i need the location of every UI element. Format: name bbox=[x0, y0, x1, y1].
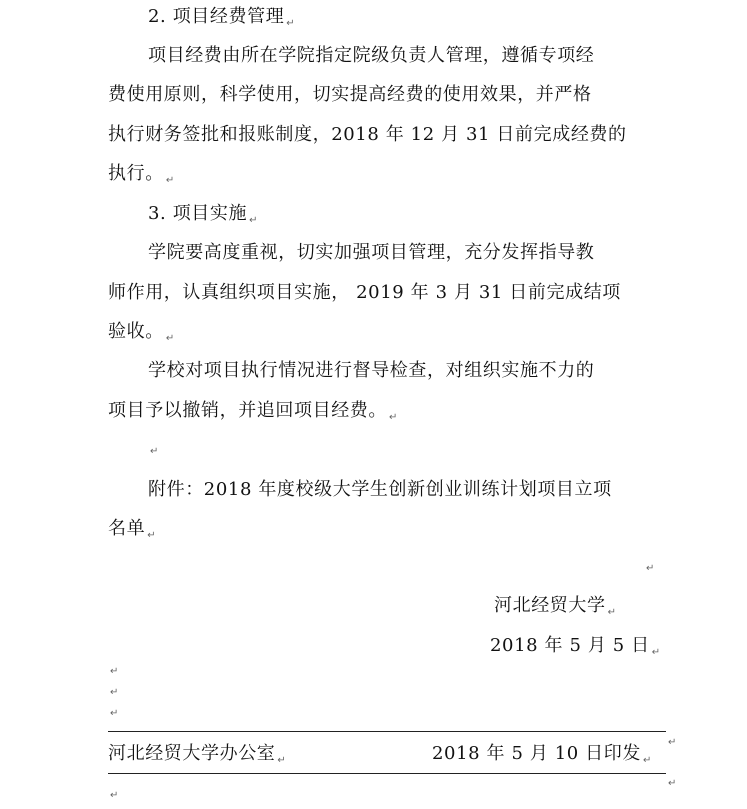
attachment-text: 名单 bbox=[108, 518, 146, 539]
heading-text: 2. 项目经费管理 bbox=[148, 6, 285, 27]
paragraph-mark: ↵ bbox=[651, 647, 661, 658]
paragraph-mark: ↵ bbox=[668, 778, 677, 789]
footer-office-text: 河北经贸大学办公室 bbox=[108, 743, 276, 764]
footer-bottom-rule bbox=[108, 773, 666, 774]
body-text: 学院要高度重视，切实加强项目管理，充分发挥指导教 bbox=[148, 242, 595, 263]
body-line bbox=[108, 161, 175, 194]
paragraph-mark: ↵ bbox=[607, 607, 617, 618]
body-line bbox=[148, 358, 594, 384]
heading-text: 3. 项目实施 bbox=[148, 203, 248, 224]
paragraph-mark: ↵ bbox=[110, 666, 119, 677]
body-text: 验收。 bbox=[108, 321, 164, 342]
footer-issued-text: 2018 年 5 月 10 日印发 bbox=[432, 743, 641, 764]
paragraph-mark: ↵ bbox=[286, 18, 296, 29]
paragraph-mark: ↵ bbox=[110, 687, 119, 698]
attachment-line bbox=[148, 477, 612, 503]
paragraph-mark: ↵ bbox=[165, 175, 175, 186]
body-text: 项目予以撤销，并追回项目经费。 bbox=[108, 400, 387, 421]
attachment-line bbox=[108, 516, 156, 549]
attachment-text: 附件：2018 年度校级大学生创新创业训练计划项目立项 bbox=[148, 479, 612, 500]
signature-date-text: 2018 年 5 月 5 日 bbox=[490, 635, 650, 656]
section-heading-3 bbox=[148, 201, 258, 234]
paragraph-mark: ↵ bbox=[646, 563, 655, 574]
body-line bbox=[108, 280, 621, 306]
footer-top-rule bbox=[108, 731, 666, 732]
section-heading-2 bbox=[148, 4, 295, 37]
signature-date bbox=[490, 633, 661, 666]
body-line bbox=[108, 82, 592, 108]
body-text: 执行财务签批和报账制度，2018 年 12 月 31 日前完成经费的 bbox=[108, 124, 627, 145]
paragraph-mark: ↵ bbox=[165, 333, 175, 344]
paragraph-mark: ↵ bbox=[147, 530, 157, 541]
footer-office bbox=[108, 741, 286, 774]
paragraph-mark: ↵ bbox=[642, 755, 652, 766]
body-line bbox=[108, 122, 627, 148]
body-line bbox=[148, 43, 594, 69]
paragraph-mark: ↵ bbox=[389, 412, 398, 423]
body-text: 项目经费由所在学院指定院级负责人管理，遵循专项经 bbox=[148, 45, 595, 66]
body-text: 师作用，认真组织项目实施， 2019 年 3 月 31 日前完成结项 bbox=[108, 282, 621, 303]
paragraph-mark: ↵ bbox=[150, 446, 159, 457]
body-text: 费使用原则，科学使用，切实提高经费的使用效果，并严格 bbox=[108, 84, 592, 105]
body-line bbox=[108, 398, 398, 431]
paragraph-mark: ↵ bbox=[277, 755, 287, 766]
signature-org-text: 河北经贸大学 bbox=[494, 595, 606, 616]
body-text: 执行。 bbox=[108, 163, 164, 184]
paragraph-mark: ↵ bbox=[110, 708, 119, 719]
signature-org bbox=[494, 593, 617, 626]
paragraph-mark: ↵ bbox=[668, 737, 677, 748]
paragraph-mark: ↵ bbox=[110, 790, 119, 801]
paragraph-mark: ↵ bbox=[249, 215, 259, 226]
body-line bbox=[148, 240, 594, 266]
body-text: 学校对项目执行情况进行督导检查，对组织实施不力的 bbox=[148, 360, 595, 381]
body-line bbox=[108, 319, 175, 352]
footer-issued bbox=[432, 741, 652, 774]
